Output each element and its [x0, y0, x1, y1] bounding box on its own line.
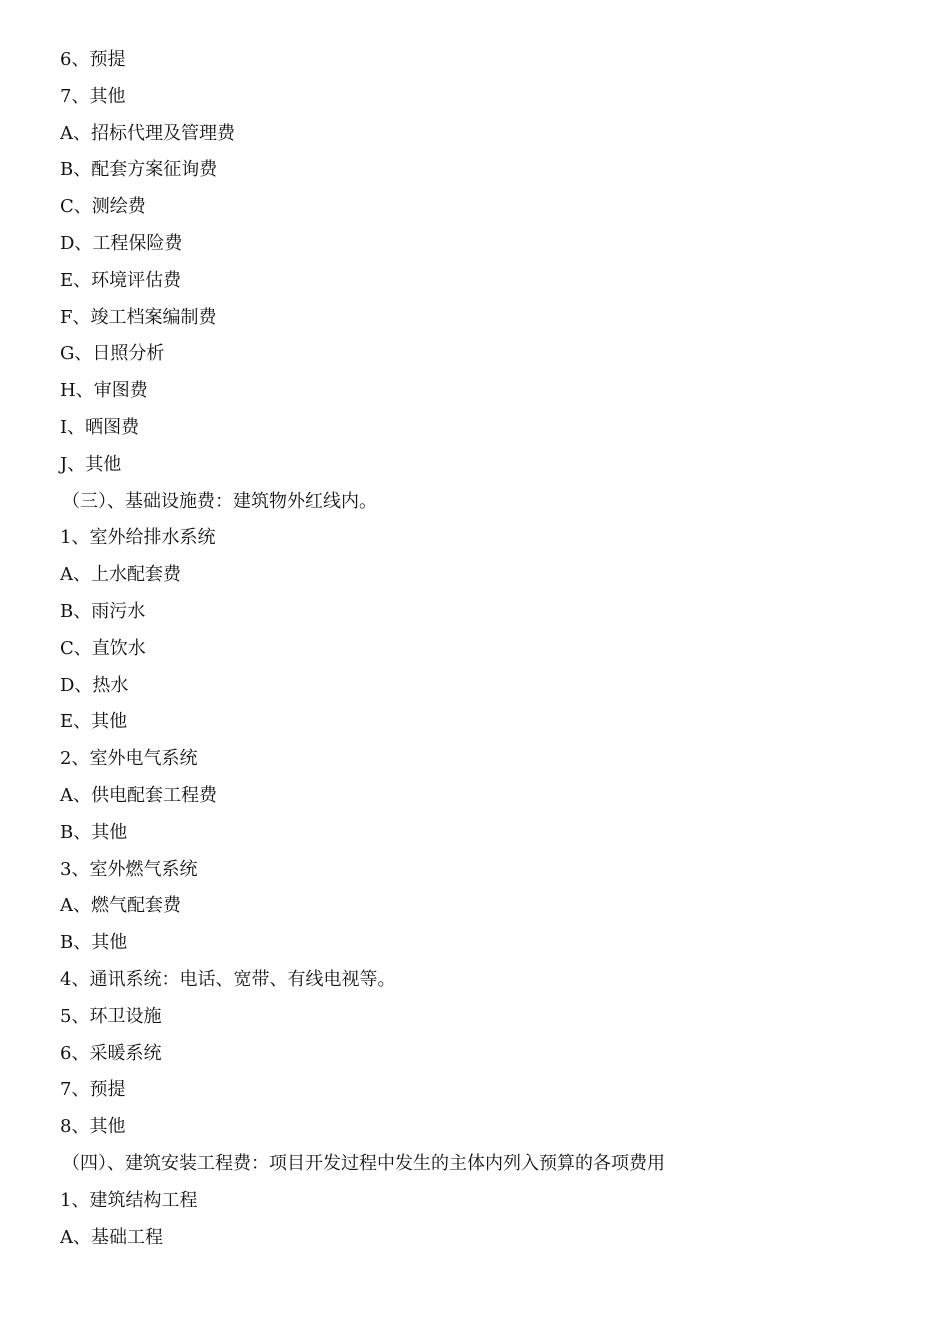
list-item: A、供电配套工程费 — [60, 784, 217, 806]
list-item: A、基础工程 — [60, 1226, 163, 1248]
list-item: B、其他 — [60, 821, 128, 843]
list-item: E、其他 — [60, 711, 128, 733]
list-item: A、招标代理及管理费 — [60, 122, 235, 144]
list-item: 4、通讯系统：电话、宽带、有线电视等。 — [60, 968, 396, 990]
list-item: A、上水配套费 — [60, 564, 181, 586]
list-item: B、配套方案征询费 — [60, 159, 218, 181]
list-item: 6、采暖系统 — [60, 1042, 162, 1064]
list-item: 3、室外燃气系统 — [60, 858, 198, 880]
list-item: J、其他 — [60, 453, 122, 475]
list-item: 5、环卫设施 — [60, 1005, 162, 1027]
cost-item-list — [60, 42, 920, 1256]
section-heading: （三）、基础设施费：建筑物外红线内。 — [62, 490, 377, 512]
list-item: 1、室外给排水系统 — [60, 527, 216, 549]
list-item: 8、其他 — [60, 1116, 126, 1138]
list-item: G、日照分析 — [60, 343, 165, 365]
list-item: 7、其他 — [60, 85, 126, 107]
section-heading: （四）、建筑安装工程费：项目开发过程中发生的主体内列入预算的各项费用 — [62, 1152, 665, 1174]
list-item: 2、室外电气系统 — [60, 748, 198, 770]
list-item: B、雨污水 — [60, 600, 146, 622]
list-item: D、工程保险费 — [60, 232, 183, 254]
list-item: I、晒图费 — [60, 416, 140, 438]
list-item: 1、建筑结构工程 — [60, 1189, 198, 1211]
list-item: D、热水 — [60, 674, 129, 696]
list-item: 6、预提 — [60, 49, 126, 70]
list-item: H、审图费 — [60, 380, 148, 402]
list-item: A、燃气配套费 — [60, 895, 181, 917]
list-item: E、环境评估费 — [60, 269, 182, 291]
list-item: C、直饮水 — [60, 637, 146, 659]
list-item: F、竣工档案编制费 — [60, 306, 217, 328]
list-item: C、测绘费 — [60, 196, 146, 218]
list-item: B、其他 — [60, 932, 128, 954]
list-item: 7、预提 — [60, 1079, 126, 1101]
